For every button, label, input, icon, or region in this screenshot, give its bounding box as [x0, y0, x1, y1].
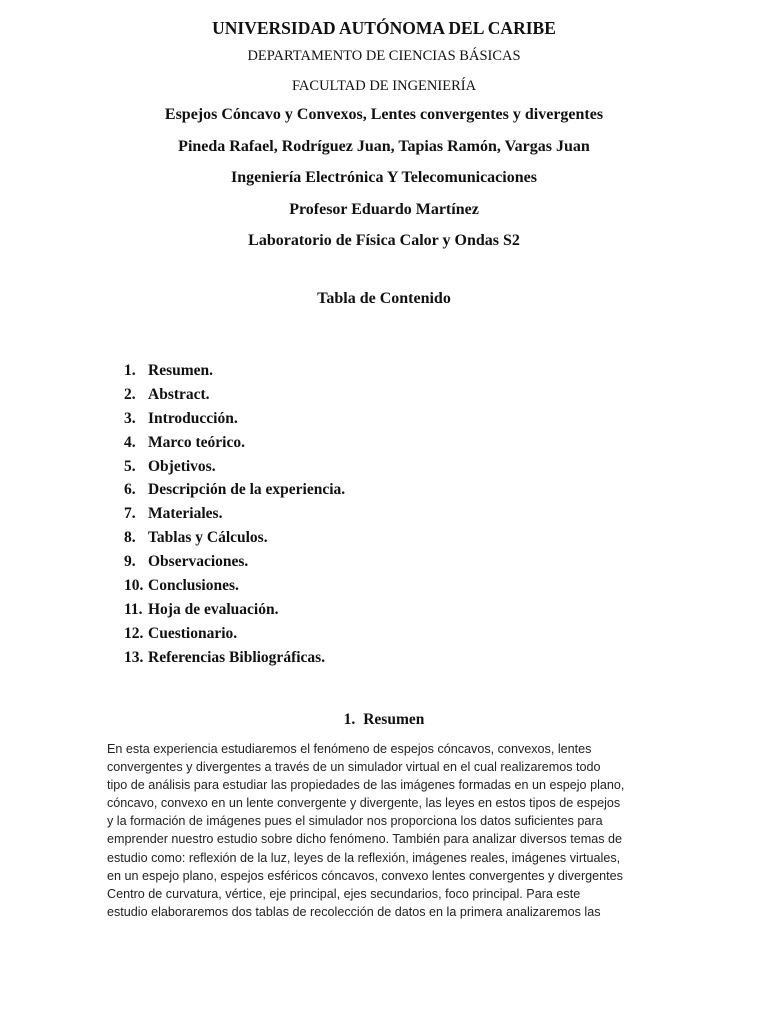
toc-item: [124, 478, 345, 502]
toc-item: [124, 407, 345, 431]
document-title: Espejos Cóncavo y Convexos, Lentes convergentes y divergentes: [164, 106, 604, 123]
toc-item-number: 1.: [124, 362, 136, 379]
toc-item: [124, 383, 345, 407]
paragraph-line: convergentes y divergentes a través de un simulador virtual en el cual realizaremos todo: [107, 760, 601, 775]
paragraph-line: estudio elaboraremos dos tablas de recolección de datos en la primera analizaremos las: [107, 904, 601, 919]
toc-item-label: Descripción de la experiencia.: [148, 481, 346, 499]
toc-item: [124, 622, 345, 646]
toc-item-number: 4.: [124, 433, 136, 451]
toc-item: [124, 359, 345, 383]
paragraph-line: Centro de curvatura, vértice, eje principal, ejes secundarios, foco principal. Para este: [107, 886, 581, 901]
paragraph-line: y la formación de imágenes pues el simulador nos proporciona los datos suficientes para: [107, 814, 603, 829]
section-number: 1.: [343, 711, 356, 728]
toc-item: [124, 550, 345, 574]
paragraph-line: cóncavo, convexo en un lente convergente y divergente, las leyes en estos tipos de espejos: [107, 796, 621, 811]
toc-item-number: 7.: [124, 505, 136, 523]
table-of-contents: [124, 359, 345, 670]
toc-item: [124, 574, 345, 598]
paragraph-line: En esta experiencia estudiaremos el fenómeno de espejos cóncavos, convexos, lentes: [107, 742, 592, 756]
toc-item-number: 13.: [124, 648, 144, 666]
toc-item-number: 5.: [124, 457, 136, 475]
toc-item-label: Tablas y Cálculos.: [148, 529, 268, 547]
faculty-name: FACULTAD DE INGENIERÍA: [291, 78, 477, 94]
lab-name: Laboratorio de Física Calor y Ondas S2: [248, 232, 520, 249]
paragraph-line: tipo de análisis para estudiar las propiedades de las imágenes formadas en un espejo plano,: [107, 778, 625, 793]
toc-item: [124, 646, 345, 670]
university-name: UNIVERSIDAD AUTÓNOMA DEL CARIBE: [212, 18, 556, 38]
toc-item-number: 6.: [124, 481, 136, 499]
department-name: DEPARTAMENTO DE CIENCIAS BÁSICAS: [247, 48, 521, 64]
toc-item-label: Marco teórico.: [148, 433, 245, 451]
authors: Pineda Rafael, Rodríguez Juan, Tapias Ramón, Vargas Juan: [178, 138, 590, 155]
toc-item-label: Cuestionario.: [148, 624, 238, 642]
toc-item-label: Abstract.: [148, 385, 210, 403]
toc-item-label: Referencias Bibliográficas.: [148, 648, 326, 666]
abstract-paragraph: [107, 740, 677, 921]
toc-item: [124, 455, 345, 479]
toc-item: [124, 526, 345, 550]
toc-item-number: 2.: [124, 385, 136, 403]
toc-item-number: 3.: [124, 409, 136, 427]
toc-heading: Tabla de Contenido: [317, 290, 451, 307]
toc-item-number: 8.: [124, 529, 136, 547]
professor-name: Profesor Eduardo Martínez: [289, 201, 479, 218]
toc-item-number: 9.: [124, 553, 136, 571]
section-heading: [0, 711, 768, 729]
toc-item-label: Resumen.: [148, 362, 214, 379]
toc-item-number: 12.: [124, 624, 144, 642]
toc-item: [124, 598, 345, 622]
toc-item-number: 11.: [124, 600, 143, 618]
toc-item-label: Hoja de evaluación.: [148, 600, 279, 618]
toc-item-label: Introducción.: [148, 409, 238, 427]
toc-item-label: Objetivos.: [148, 457, 216, 475]
toc-item: [124, 431, 345, 455]
toc-item-label: Materiales.: [148, 505, 223, 523]
paragraph-line: en un espejo plano, espejos esféricos cóncavos, convexo lentes convergentes y divergentes: [107, 868, 623, 883]
toc-item: [124, 502, 345, 526]
section-title: Resumen: [363, 711, 425, 728]
toc-item-number: 10.: [124, 577, 144, 595]
paragraph-line: estudio como: reflexión de la luz, leyes de la reflexión, imágenes reales, imágenes virtuales,: [107, 850, 621, 865]
paragraph-line: emprender nuestro estudio sobre dicho fenómeno. También para analizar diversos temas de: [107, 832, 623, 847]
toc-item-label: Observaciones.: [148, 553, 249, 571]
program-name: Ingeniería Electrónica Y Telecomunicaciones: [231, 169, 537, 186]
toc-item-label: Conclusiones.: [148, 577, 239, 595]
